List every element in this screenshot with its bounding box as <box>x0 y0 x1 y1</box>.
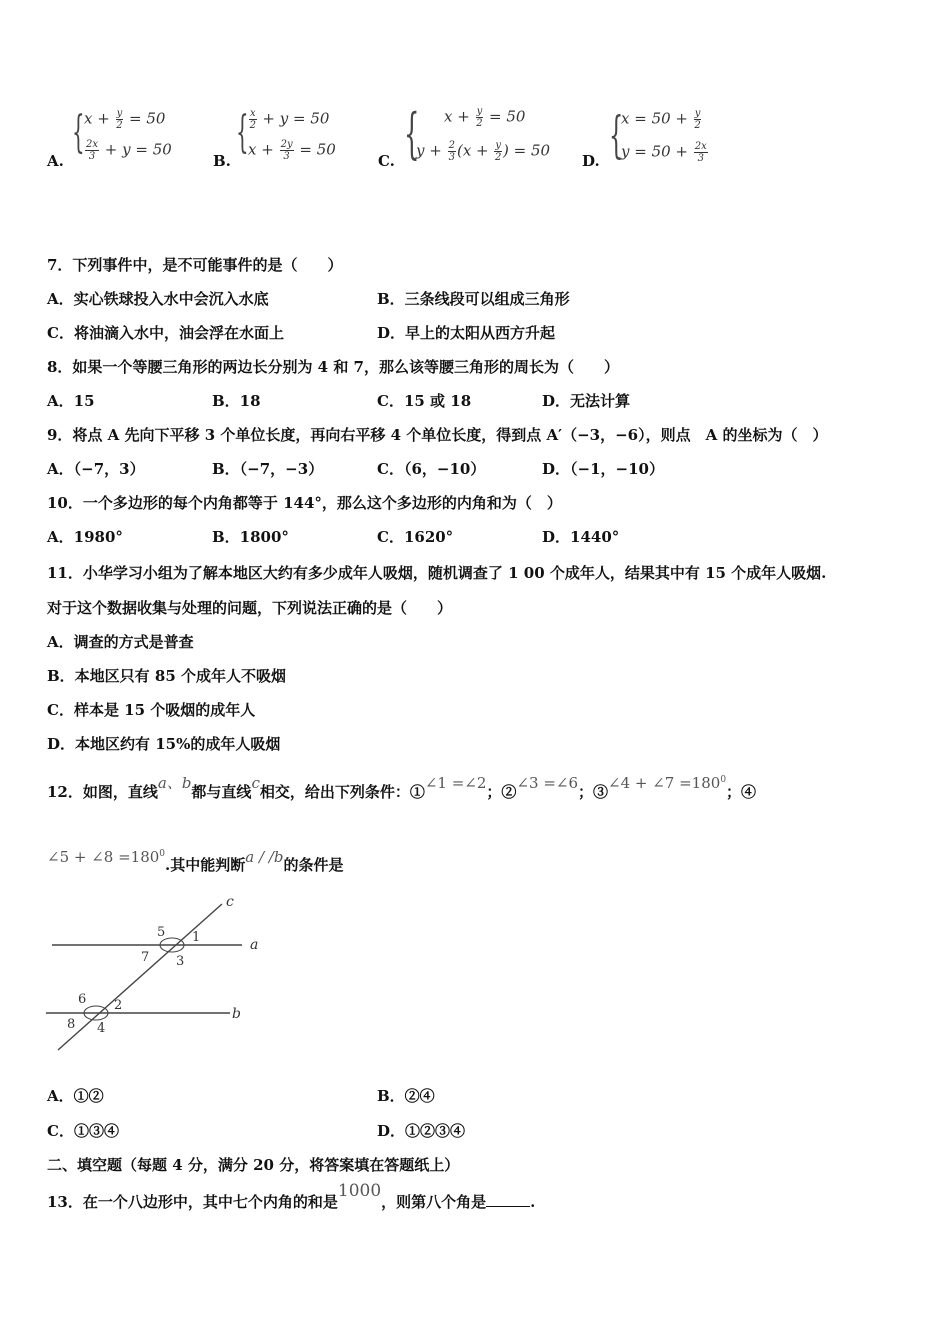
q12-figure <box>40 890 280 1060</box>
label-c: c <box>226 894 234 910</box>
q6-option-d-system: { x = 50 + $\frac{y}{2}$ y = 50 + $\frac{2x}{3}$ <box>609 106 707 164</box>
q8-option-d: D．无法计算 <box>542 392 631 410</box>
q13-stem: 13．在一个八边形中，其中七个内角的和是1000，则第八个角是 . <box>47 1181 536 1211</box>
q12-option-b: B．②④ <box>377 1087 435 1105</box>
angle-label-4: 4 <box>97 1021 106 1036</box>
q11-stem-line1: 11．小华学习小组为了解本地区大约有多少成年人吸烟，随机调查了 1 00 个成年人，结果其中有 15 个成年人吸烟. <box>47 564 827 582</box>
q9-option-d: D．（−1，−10） <box>542 460 664 478</box>
q8-option-c: C．15 或 18 <box>377 392 472 410</box>
q6-option-a-letter: A. <box>47 152 64 170</box>
q11-stem-line2: 对于这个数据收集与处理的问题，下列说法正确的是（ ） <box>47 599 453 617</box>
q12-option-d: D．①②③④ <box>377 1122 466 1140</box>
angle-label-8: 8 <box>67 1017 76 1032</box>
angle-label-7: 7 <box>141 950 150 965</box>
section-2-heading: 二、填空题（每题 4 分，满分 20 分，将答案填在答题纸上） <box>47 1156 460 1174</box>
q8-stem: 8．如果一个等腰三角形的两边长分别为 4 和 7，那么该等腰三角形的周长为（ ） <box>47 358 619 376</box>
angle-label-1: 1 <box>192 930 201 945</box>
q10-option-c: C．1620° <box>377 528 454 546</box>
q10-option-a: A．1980° <box>47 528 123 546</box>
q11-option-b: B．本地区只有 85 个成年人不吸烟 <box>47 667 286 685</box>
q7-option-c: C．将油滴入水中，油会浮在水面上 <box>47 324 284 342</box>
label-b: b <box>232 1006 241 1022</box>
q11-option-d: D．本地区约有 15%的成年人吸烟 <box>47 735 281 753</box>
q11-option-c: C．样本是 15 个吸烟的成年人 <box>47 701 256 719</box>
q9-option-b: B．（−7，−3） <box>212 460 324 478</box>
q10-option-b: B．1800° <box>212 528 289 546</box>
q12-stem-line1: 12．如图，直线a、b都与直线c相交，给出下列条件：①∠1 =∠2；②∠3 =∠6；③∠4 + ∠7 $=180^0$；④ <box>47 774 757 801</box>
q7-stem: 7．下列事件中，是不可能事件的是（ ） <box>47 256 343 274</box>
q12-stem-line2: ∠5 + ∠8 $=180^0$.其中能判断a / /b的条件是 <box>47 848 344 874</box>
q8-option-a: A．15 <box>47 392 95 410</box>
line-c <box>58 904 222 1050</box>
q7-option-a: A．实心铁球投入水中会沉入水底 <box>47 290 269 308</box>
angle-label-2: 2 <box>114 998 123 1013</box>
q6-option-c-letter: C. <box>378 152 395 170</box>
q7-option-b: B．三条线段可以组成三角形 <box>377 290 570 308</box>
q9-stem: 9．将点 A 先向下平移 3 个单位长度，再向右平移 4 个单位长度，得到点 A′（−3，−6），则点 A 的坐标为（ ） <box>47 426 828 444</box>
q6-option-b-system: { $\frac{x}{2}$ + y = 50 x + $\frac{2y}{3}$ = 50 <box>236 107 336 162</box>
angle-label-3: 3 <box>176 954 185 969</box>
q12-option-a: A．①② <box>47 1087 104 1105</box>
q9-option-c: C．（6，−10） <box>377 460 486 478</box>
angle-label-6: 6 <box>78 992 87 1007</box>
q6-option-b-letter: B. <box>213 152 231 170</box>
label-a: a <box>250 937 259 953</box>
q10-stem: 10．一个多边形的每个内角都等于 144°，那么这个多边形的内角和为（ ） <box>47 494 562 512</box>
q6-option-c-system: { x + $\frac{y}{2}$ = 50 y + $\frac{2}{3}$ (x + $\frac{y}{2}$ ) = 50 <box>404 102 551 165</box>
q9-option-a: A．（−7，3） <box>47 460 145 478</box>
angle-label-5: 5 <box>157 925 166 940</box>
q8-option-b: B．18 <box>212 392 261 410</box>
q11-option-a: A．调查的方式是普查 <box>47 633 194 651</box>
q6-option-d-letter: D. <box>582 152 600 170</box>
q10-option-d: D．1440° <box>542 528 620 546</box>
q6-option-a-system: { x + $\frac{y}{2}$ = 50 $\frac{2x}{3}$ + y = 50 <box>72 107 172 162</box>
q12-option-c: C．①③④ <box>47 1122 119 1140</box>
q7-option-d: D．早上的太阳从西方升起 <box>377 324 556 342</box>
q13-answer-blank[interactable] <box>486 1194 530 1207</box>
